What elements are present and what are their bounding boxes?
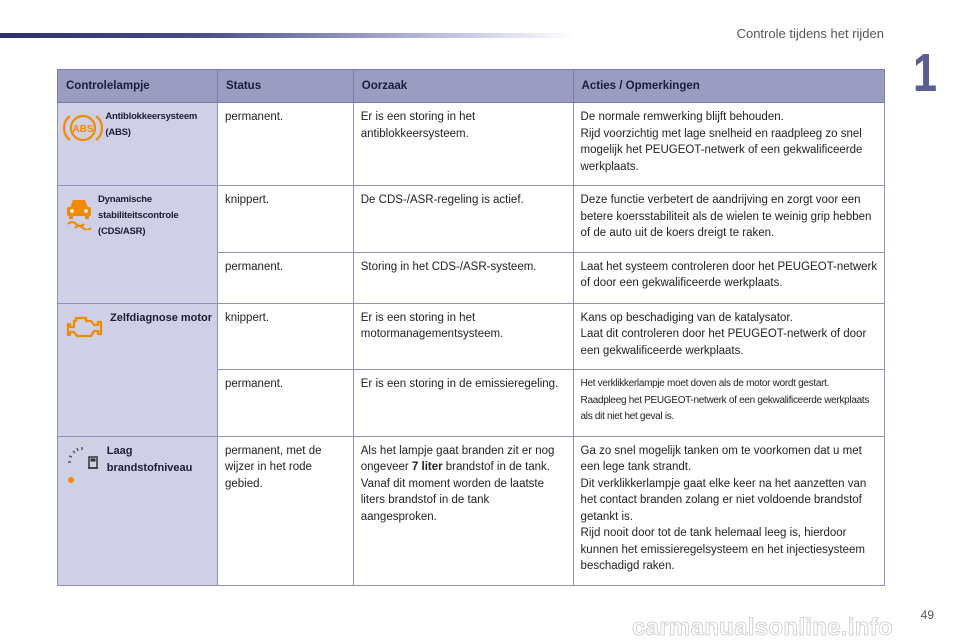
svg-text:ABS: ABS — [72, 124, 94, 135]
lamp-label: Antiblokkeersysteem (ABS) — [105, 111, 198, 138]
cause-cell — [353, 436, 573, 585]
cause-cell: Er is een storing in het motormanagementsysteem. — [353, 303, 573, 370]
lamp-label: Zelfdiagnose motor — [110, 311, 213, 324]
abs-icon — [62, 109, 103, 149]
table-header-row — [58, 70, 885, 103]
cause-cell: Storing in het CDS-/ASR-systeem. — [353, 252, 573, 303]
column-header-lamp: Controlelampje — [58, 70, 218, 103]
table-row — [58, 436, 885, 585]
warning-lamps-table — [57, 69, 885, 586]
status-cell: permanent. — [217, 103, 353, 186]
lamp-cell — [58, 103, 218, 186]
chapter-number: 1 — [912, 43, 937, 103]
cause-cell: Er is een storing in de emissieregeling. — [353, 370, 573, 437]
column-header-cause: Oorzaak — [353, 70, 573, 103]
cause-text: Als het lampje gaat branden zit er nog ongeveer — [360, 444, 555, 473]
page-number: 49 — [920, 608, 934, 622]
action-cell: Laat het systeem controleren door het PEUGEOT-netwerk of door een gekwalificeerde werkplaats. — [573, 252, 884, 303]
status-cell: permanent. — [217, 252, 353, 303]
section-title: Controle tijdens het rijden — [736, 26, 884, 41]
column-header-status: Status — [217, 70, 353, 103]
header-decoration-bar — [0, 33, 575, 38]
action-cell: Kans op beschadiging van de katalysator. Laat dit controleren door het PEUGEOT-netwerk of door een gekwalificeerde werkplaats. — [573, 303, 884, 370]
action-cell: Het verklikkerlampje moet doven als de motor wordt gestart. Raadpleeg het PEUGEOT-netwerk of een gekwalificeerde werkplaats als dit niet het geval is. — [573, 370, 884, 437]
lamp-cell — [58, 436, 218, 585]
lamp-cell — [58, 186, 218, 304]
table-row — [58, 303, 885, 370]
watermark: carmanualsonline.info — [632, 614, 894, 640]
cause-text: brandstof in de tank. Vanaf dit moment worden de laatste liters brandstof in de tank aangesproken. — [360, 461, 550, 523]
table-row — [58, 103, 885, 186]
stability-control-icon — [62, 192, 96, 232]
cause-cell: De CDS-/ASR-regeling is actief. — [353, 186, 573, 253]
fuel-amount: 7 liter — [411, 461, 443, 473]
lamp-label: Laag brandstofniveau — [106, 444, 193, 474]
status-cell: permanent, met de wijzer in het rode gebied. — [217, 436, 353, 585]
action-cell: Ga zo snel mogelijk tanken om te voorkomen dat u met een lege tank strandt. Dit verklikkerlampje gaat elke keer na het aanzetten van het contact branden zolang er niet voldoende brandstof getankt is. Rijd nooit door tot de tank helemaal leeg is, hierdoor kunnen het emissieregelsysteem en het injectiesysteem beschadigd raken. — [573, 436, 884, 585]
action-cell: De normale remwerking blijft behouden. Rijd voorzichtig met lage snelheid en raadpleeg zo snel mogelijk het PEUGEOT-netwerk of een gekwalificeerde werkplaats. — [573, 103, 884, 186]
engine-icon — [62, 310, 108, 350]
status-cell: knippert. — [217, 303, 353, 370]
lamp-cell — [58, 303, 218, 436]
column-header-actions: Acties / Opmerkingen — [573, 70, 884, 103]
table-row — [58, 186, 885, 253]
lamp-label: Dynamische stabiliteitscontrole (CDS/ASR) — [98, 194, 179, 237]
fuel-icon — [62, 443, 105, 483]
status-cell: permanent. — [217, 370, 353, 437]
cause-cell: Er is een storing in het antiblokkeersysteem. — [353, 103, 573, 186]
action-cell: Deze functie verbetert de aandrijving en zorgt voor een betere koersstabiliteit als de wielen te weinig grip hebben of de auto uit de koers dreigt te raken. — [573, 186, 884, 253]
status-cell: knippert. — [217, 186, 353, 253]
